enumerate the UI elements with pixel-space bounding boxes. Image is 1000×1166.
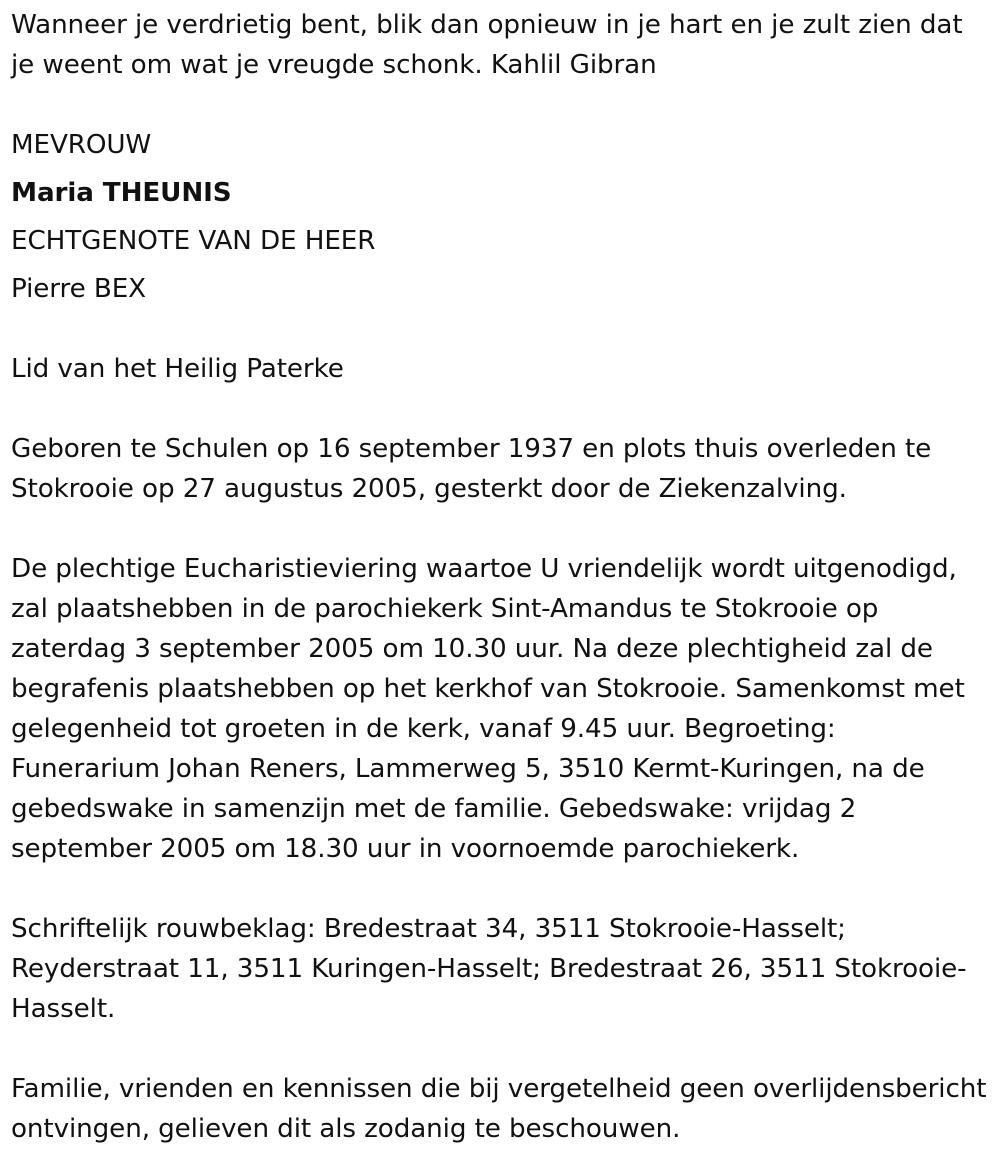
birth-death-text: Geboren te Schulen op 16 september 1937 en plots thuis overleden te Stokrooie op 27 augustus 2005, gesterkt door de Ziekenzalving. [11,434,932,504]
quote-text: Wanneer je verdrietig bent, blik dan opnieuw in je hart en je zult zien dat je weent om wat je vreugde schonk. Kahlil Gibran [11,10,963,80]
closing-text: Familie, vrienden en kennissen die bij vergetelheid geen overlijdensbericht ontvingen, gelieven dit als zodanig te beschouwen. [11,1074,987,1144]
spacer [11,1029,991,1069]
spacer [11,85,991,125]
membership-text: Lid van het Heilig Paterke [11,354,344,384]
obituary-notice [11,5,991,1149]
deceased-name: Maria THEUNIS [11,178,232,208]
spacer [11,509,991,549]
condolences-text: Schriftelijk rouwbeklag: Bredestraat 34, 3511 Stokrooie-Hasselt; Reyderstraat 11, 3511 Kuringen-Hasselt; Bredestraat 26, 3511 Stokrooie-Hasselt. [11,914,967,1024]
spouse-name: Pierre BEX [11,274,146,304]
spacer [11,389,991,429]
spouse-title: ECHTGENOTE VAN DE HEER [11,226,376,256]
spacer [11,869,991,909]
spacer [11,309,991,349]
title-label: MEVROUW [11,130,152,160]
ceremony-text: De plechtige Eucharistieviering waartoe U vriendelijk wordt uitgenodigd, zal plaatshebben in de parochiekerk Sint-Amandus te Stokrooie op zaterdag 3 september 2005 om 10.30 uur. Na deze plechtigheid zal de begrafenis plaatshebben op het kerkhof van Stokrooie. Samenkomst met gelegenheid tot groeten in de kerk, vanaf 9.45 uur. Begroeting: Funerarium Johan Reners, Lammerweg 5, 3510 Kermt-Kuringen, na de gebedswake in samenzijn met de familie. Gebedswake: vrijdag 2 september 2005 om 18.30 uur in voornoemde parochiekerk. [11,554,965,864]
